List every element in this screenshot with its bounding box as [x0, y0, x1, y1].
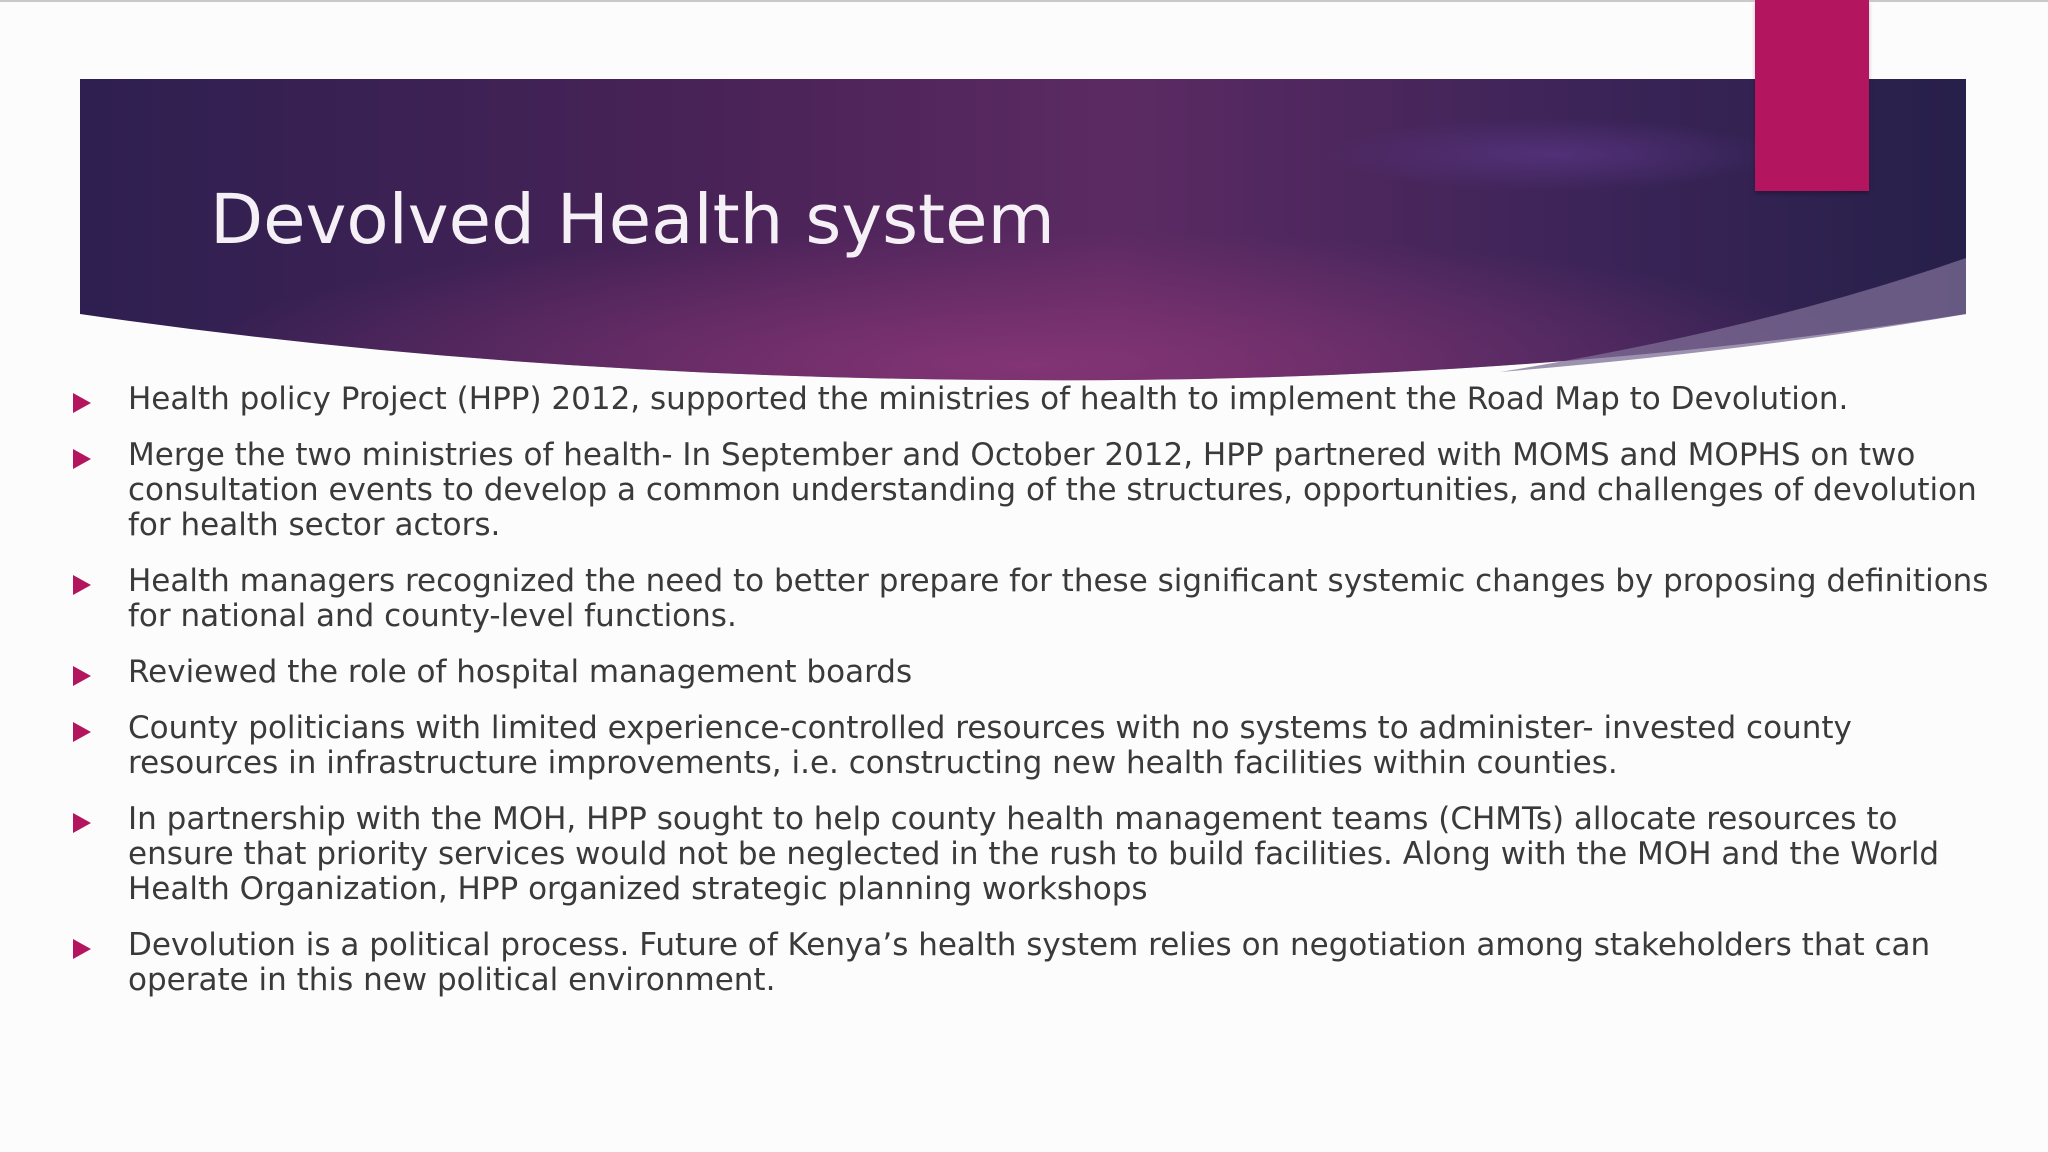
- bullet-item: [70, 655, 2000, 690]
- bullet-item: [70, 564, 2000, 634]
- triangle-right-icon: [73, 722, 91, 742]
- triangle-right-icon: [73, 939, 91, 959]
- triangle-right-icon: [73, 393, 91, 413]
- bullet-list: [70, 382, 2000, 1019]
- bullet-item: [70, 802, 2000, 907]
- bullet-item: [70, 928, 2000, 998]
- triangle-right-icon: [73, 575, 91, 595]
- bullet-item: [70, 382, 2000, 417]
- accent-tab: [1755, 0, 1869, 191]
- bullet-text: County politicians with limited experience-controlled resources with no systems to administer- invested county resources in infrastructure improvements, i.e. constructing new health facilities within counties.: [128, 710, 1852, 781]
- bullet-item: [70, 711, 2000, 781]
- triangle-right-icon: [73, 813, 91, 833]
- bullet-text: Devolution is a political process. Future of Kenya’s health system relies on negotiation among stakeholders that can operate in this new political environment.: [128, 927, 1931, 998]
- bullet-text: Reviewed the role of hospital management boards: [128, 654, 913, 690]
- triangle-right-icon: [73, 449, 91, 469]
- bullet-text: Health policy Project (HPP) 2012, supported the ministries of health to implement the Road Map to Devolution.: [128, 381, 1849, 417]
- triangle-right-icon: [73, 666, 91, 686]
- bullet-text: Merge the two ministries of health- In September and October 2012, HPP partnered with MOMS and MOPHS on two consultation events to develop a common understanding of the structures, opportunities, and challenges of devolution for health sector actors.: [128, 437, 1977, 543]
- bullet-text: Health managers recognized the need to better prepare for these significant systemic changes by proposing definitions for national and county-level functions.: [128, 563, 1989, 634]
- bullet-text: In partnership with the MOH, HPP sought to help county health management teams (CHMTs) allocate resources to ensure that priority services would not be neglected in the rush to build facilities. Along with the MOH and the World Health Organization, HPP organized strategic planning workshops: [128, 801, 1940, 907]
- bullet-item: [70, 438, 2000, 543]
- slide-title: Devolved Health system: [210, 180, 1055, 260]
